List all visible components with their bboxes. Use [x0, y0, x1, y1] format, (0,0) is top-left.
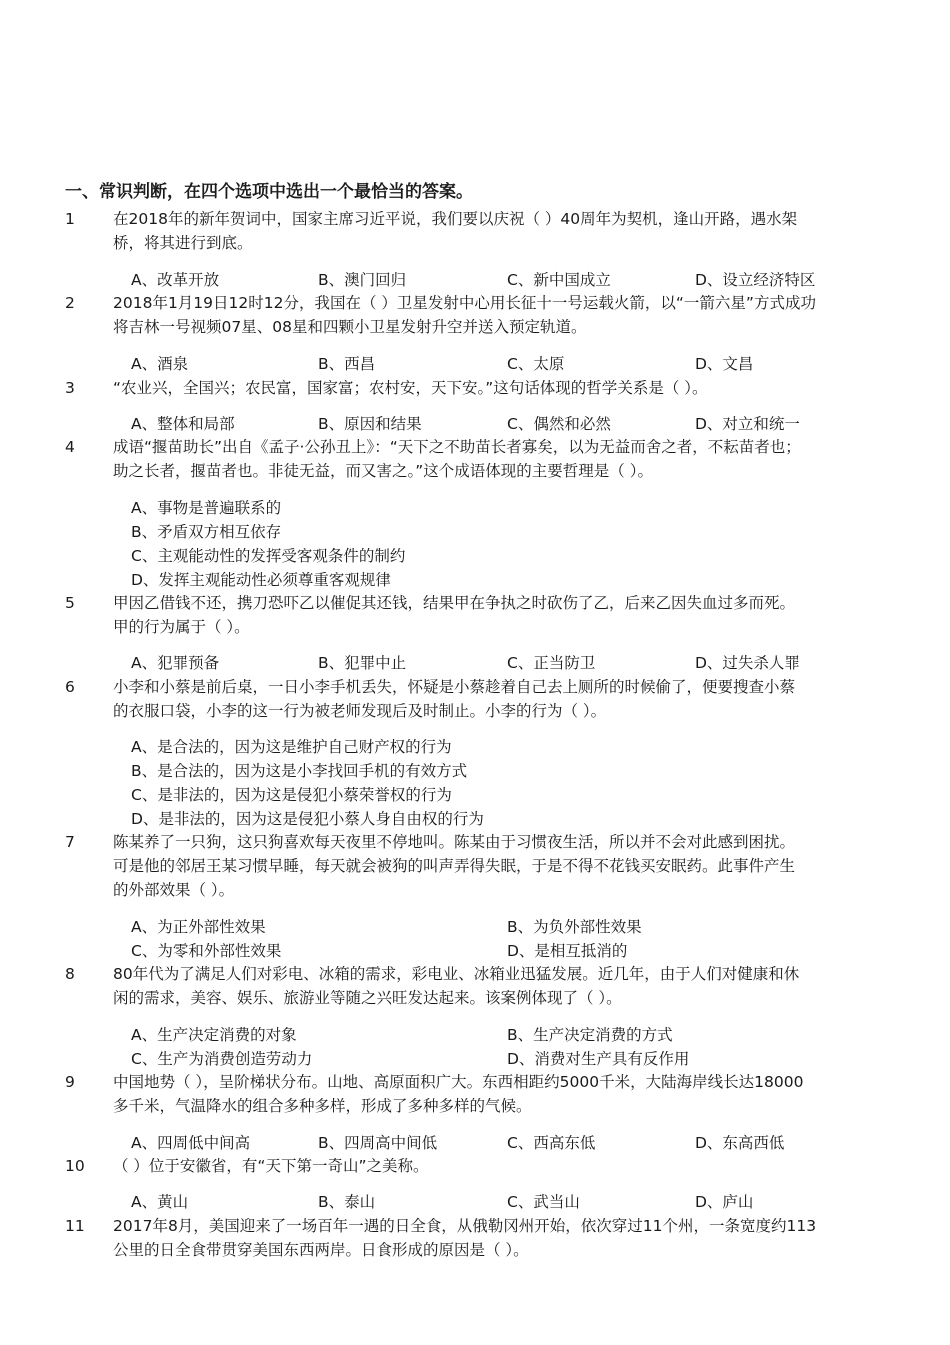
answer-option-d[interactable]: D、发挥主观能动性必须尊重客观规律: [131, 571, 391, 589]
question-stem-line: 2018年1月19日12时12分，我国在（ ）卫星发射中心用长征十一号运载火箭，以“一箭六星”方式成功: [113, 294, 816, 312]
question-number: 2: [65, 294, 75, 312]
answer-option-c[interactable]: C、是非法的，因为这是侵犯小蔡荣誉权的行为: [131, 786, 452, 804]
answer-option-b[interactable]: B、犯罪中止: [318, 654, 407, 672]
question-stem-line: 公里的日全食带贯穿美国东西两岸。日食形成的原因是（ ）。: [113, 1241, 529, 1259]
question-stem-line: 甲的行为属于（ ）。: [113, 618, 250, 636]
question-stem: [113, 1214, 863, 1262]
answer-option-d[interactable]: D、消费对生产具有反作用: [507, 1050, 690, 1068]
answer-option-d[interactable]: D、庐山: [695, 1193, 754, 1211]
answer-option-b[interactable]: B、四周高中间低: [318, 1134, 438, 1152]
answer-option-b[interactable]: B、生产决定消费的方式: [507, 1026, 673, 1044]
answer-option-b[interactable]: B、澳门回归: [318, 271, 407, 289]
answer-option-d[interactable]: D、对立和统一: [695, 415, 800, 433]
answer-option-c[interactable]: C、为零和外部性效果: [131, 942, 282, 960]
question-stem-line: 助之长者，揠苗者也。非徒无益，而又害之。”这个成语体现的主要哲理是（ ）。: [113, 462, 653, 480]
answer-option-b[interactable]: B、原因和结果: [318, 415, 422, 433]
answer-option-a[interactable]: A、整体和局部: [131, 415, 235, 433]
question-stem: [113, 291, 863, 339]
question-stem: [113, 435, 863, 483]
answer-option-d[interactable]: D、过失杀人罪: [695, 654, 800, 672]
question-stem-line: 闲的需求，美容、娱乐、旅游业等随之兴旺发达起来。该案例体现了（ ）。: [113, 989, 622, 1007]
answer-option-b[interactable]: B、矛盾双方相互依存: [131, 523, 282, 541]
question-number: 10: [65, 1157, 85, 1175]
question-number: 7: [65, 833, 75, 851]
answer-option-d[interactable]: D、文昌: [695, 355, 754, 373]
question-stem-line: 中国地势（ ），呈阶梯状分布。山地、高原面积广大。东西相距约5000千米，大陆海岸线长达18000: [113, 1073, 804, 1091]
question-stem-line: 的衣服口袋，小李的这一行为被老师发现后及时制止。小李的行为（ ）。: [113, 702, 607, 720]
answer-option-c[interactable]: C、武当山: [507, 1193, 580, 1211]
answer-option-b[interactable]: B、为负外部性效果: [507, 918, 642, 936]
section-title: 一、常识判断，在四个选项中选出一个最恰当的答案。: [65, 182, 473, 202]
answer-option-d[interactable]: D、是相互抵消的: [507, 942, 628, 960]
answer-option-d[interactable]: D、设立经济特区: [695, 271, 816, 289]
question-stem: [113, 376, 863, 400]
question-number: 6: [65, 678, 75, 696]
question-stem: [113, 675, 863, 723]
answer-option-c[interactable]: C、太原: [507, 355, 565, 373]
answer-option-c[interactable]: C、偶然和必然: [507, 415, 611, 433]
question-stem-line: 甲因乙借钱不还，携刀恐吓乙以催促其还钱，结果甲在争执之时砍伤了乙，后来乙因失血过多而死。: [113, 594, 796, 612]
question-number: 5: [65, 594, 75, 612]
answer-option-b[interactable]: B、泰山: [318, 1193, 376, 1211]
answer-option-d[interactable]: D、是非法的，因为这是侵犯小蔡人身自由权的行为: [131, 810, 484, 828]
question-stem-line: （ ）位于安徽省，有“天下第一奇山”之美称。: [113, 1157, 429, 1175]
question-stem: [113, 1070, 863, 1118]
question-stem-line: 桥，将其进行到底。: [113, 234, 253, 252]
answer-option-c[interactable]: C、正当防卫: [507, 654, 596, 672]
answer-option-d[interactable]: D、东高西低: [695, 1134, 785, 1152]
question-stem-line: 的外部效果（ ）。: [113, 881, 235, 899]
question-stem: [113, 962, 863, 1010]
answer-option-c[interactable]: C、西高东低: [507, 1134, 596, 1152]
answer-option-a[interactable]: A、事物是普遍联系的: [131, 499, 282, 517]
answer-option-c[interactable]: C、生产为消费创造劳动力: [131, 1050, 313, 1068]
answer-option-a[interactable]: A、改革开放: [131, 271, 220, 289]
question-stem-line: 80年代为了满足人们对彩电、冰箱的需求，彩电业、冰箱业迅猛发展。近几年，由于人们对健康和休: [113, 965, 800, 983]
question-stem-line: 小李和小蔡是前后桌，一日小李手机丢失，怀疑是小蔡趁着自己去上厕所的时候偷了，便要搜查小蔡: [113, 678, 796, 696]
question-number: 1: [65, 210, 75, 228]
answer-option-a[interactable]: A、四周低中间高: [131, 1134, 251, 1152]
answer-option-a[interactable]: A、生产决定消费的对象: [131, 1026, 297, 1044]
question-stem: [113, 1154, 863, 1178]
question-stem: [113, 830, 863, 902]
question-stem: [113, 591, 863, 639]
answer-option-c[interactable]: C、新中国成立: [507, 271, 611, 289]
question-stem-line: 2017年8月，美国迎来了一场百年一遇的日全食，从俄勒冈州开始，依次穿过11个州，一条宽度约113: [113, 1217, 817, 1235]
answer-option-a[interactable]: A、酒泉: [131, 355, 189, 373]
answer-option-a[interactable]: A、为正外部性效果: [131, 918, 266, 936]
answer-option-b[interactable]: B、西昌: [318, 355, 376, 373]
answer-option-a[interactable]: A、犯罪预备: [131, 654, 220, 672]
question-stem-line: 将吉林一号视频07星、08星和四颗小卫星发射升空并送入预定轨道。: [113, 318, 587, 336]
question-stem-line: “农业兴，全国兴；农民富，国家富；农村安，天下安。”这句话体现的哲学关系是（ ）。: [113, 379, 708, 397]
question-number: 8: [65, 965, 75, 983]
question-number: 11: [65, 1217, 85, 1235]
answer-option-a[interactable]: A、是合法的，因为这是维护自己财产权的行为: [131, 738, 452, 756]
answer-option-a[interactable]: A、黄山: [131, 1193, 189, 1211]
question-stem-line: 陈某养了一只狗，这只狗喜欢每天夜里不停地叫。陈某由于习惯夜生活，所以并不会对此感到困扰。: [113, 833, 796, 851]
question-stem-line: 多千米，气温降水的组合多种多样，形成了多种多样的气候。: [113, 1097, 532, 1115]
question-stem-line: 在2018年的新年贺词中，国家主席习近平说，我们要以庆祝（ ）40周年为契机，逢山开路，遇水架: [113, 210, 798, 228]
question-number: 9: [65, 1073, 75, 1091]
question-stem-line: 成语“揠苗助长”出自《孟子·公孙丑上》：“天下之不助苗长者寡矣，以为无益而舍之者，不耘苗者也；: [113, 438, 801, 456]
answer-option-c[interactable]: C、主观能动性的发挥受客观条件的制约: [131, 547, 406, 565]
question-stem-line: 可是他的邻居王某习惯早睡，每天就会被狗的叫声弄得失眠，于是不得不花钱买安眠药。此事件产生: [113, 857, 796, 875]
question-number: 3: [65, 379, 75, 397]
answer-option-b[interactable]: B、是合法的，因为这是小李找回手机的有效方式: [131, 762, 468, 780]
question-number: 4: [65, 438, 75, 456]
question-stem: [113, 207, 863, 255]
